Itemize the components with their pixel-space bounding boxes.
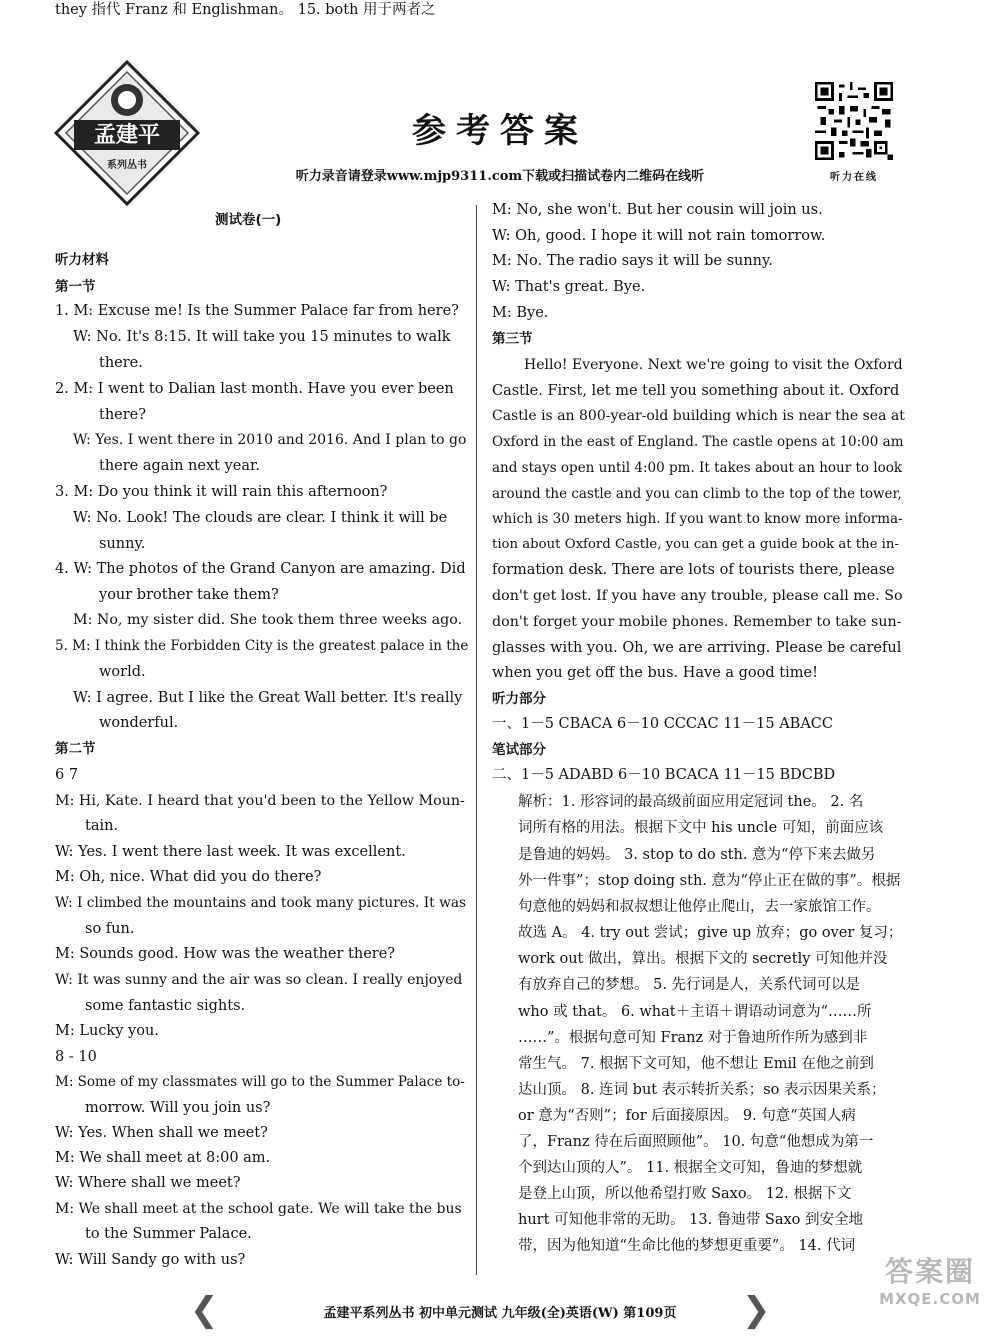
right-column-line: work out 做出，算出。根据下文的 secretly 可知他并没 xyxy=(518,951,888,967)
left-column-line: 1. M: Excuse me! Is the Summer Palace far from here? xyxy=(55,303,459,319)
left-column-line: W: I climbed the mountains and took many pictures. It was xyxy=(55,895,467,911)
left-column-line: 测试卷(一) xyxy=(215,212,282,228)
right-column-line: W: Oh, good. I hope it will not rain tomorrow. xyxy=(492,228,826,244)
right-column-line: 有放弃自己的梦想。 5. 先行词是人，关系代词可以是 xyxy=(518,977,861,993)
right-column-line: glasses with you. Oh, we are arriving. Please be careful xyxy=(492,640,902,656)
right-column-line: 是登上山顶，所以他希望打败 Saxo。 12. 根据下文 xyxy=(518,1186,852,1202)
left-column-line: 第二节 xyxy=(55,741,96,757)
left-column-line: M: We shall meet at the school gate. We will take the bus xyxy=(55,1201,462,1217)
right-column-line: 句意他的妈妈和叔叔想让他停止爬山，去一家旅馆工作。 xyxy=(518,899,881,915)
left-column-line: 第一节 xyxy=(55,279,96,295)
logo-subtext: 系列丛书 xyxy=(107,160,147,171)
right-column-line: 词所有格的用法。根据下文中 his uncle 可知，前面应该 xyxy=(518,820,884,836)
left-column-line: 2. M: I went to Dalian last month. Have you ever been xyxy=(55,381,454,397)
right-column-line: 了，Franz 待在后面照顾他”。 10. 句意“他想成为第一 xyxy=(518,1134,874,1150)
left-column-line: tain. xyxy=(85,818,119,834)
right-column-line: 听力部分 xyxy=(492,691,546,707)
left-column-line: M: Lucky you. xyxy=(55,1023,159,1039)
left-column-line: to the Summer Palace. xyxy=(85,1226,252,1242)
left-column-line: W: Will Sandy go with us? xyxy=(55,1252,246,1268)
left-column-line: your brother take them? xyxy=(99,587,279,603)
left-column-line: sunny. xyxy=(99,536,146,552)
left-column-line: there again next year. xyxy=(99,458,260,474)
left-column-line: W: Yes. I went there in 2010 and 2016. And I plan to go xyxy=(73,432,467,448)
left-column-line: 8 - 10 xyxy=(55,1049,97,1065)
right-column-line: which is 30 meters high. If you want to know more informa- xyxy=(492,511,903,527)
right-column-line: 笔试部分 xyxy=(492,742,546,758)
left-column-line: M: Some of my classmates will go to the Summer Palace to- xyxy=(55,1074,465,1090)
right-column-line: 外一件事”；stop doing sth. 意为“停止正在做的事”。根据 xyxy=(518,873,901,889)
download-note: 听力录音请登录www.mjp9311.com下载或扫描试卷内二维码在线听 xyxy=(295,169,705,184)
right-column-line: 个到达山顶的人”。 11. 根据全文可知，鲁迪的梦想就 xyxy=(518,1160,863,1176)
right-column-line: 带，因为他知道“生命比他的梦想更重要”。 14. 代词 xyxy=(518,1238,856,1254)
qr-caption: 听力在线 xyxy=(830,172,878,183)
right-column-line: 一、1－5 CBACA 6－10 CCCAC 11－15 ABACC xyxy=(492,716,833,732)
right-column-line: tion about Oxford Castle, you can get a guide book at the in- xyxy=(492,537,899,552)
left-column-line: M: Hi, Kate. I heard that you'd been to the Yellow Moun- xyxy=(55,793,465,809)
column-divider xyxy=(476,205,477,1275)
next-page-icon[interactable]: ❯ xyxy=(742,1290,771,1330)
right-column-line: 是鲁迪的妈妈。 3. stop to do sth. 意为“停下来去做另 xyxy=(518,847,876,863)
watermark-line2: MXQE.COM xyxy=(879,1290,981,1308)
right-column-line: W: That's great. Bye. xyxy=(492,279,646,295)
left-column-line: 4. W: The photos of the Grand Canyon are amazing. Did xyxy=(55,561,466,577)
left-column-line: wonderful. xyxy=(99,715,179,731)
right-column-line: formation desk. There are lots of tourists there, please xyxy=(492,562,895,578)
right-column-line: when you get off the bus. Have a good time! xyxy=(492,665,818,681)
right-column-line: 达山顶。 8. 连词 but 表示转折关系；so 表示因果关系； xyxy=(518,1082,886,1098)
right-column-line: Castle. First, let me tell you something about it. Oxford xyxy=(492,383,900,399)
right-column-line: 故选 A。 4. try out 尝试；give up 放弃；go over 复习； xyxy=(518,925,903,941)
right-column-line: hurt 可知他非常的无助。 13. 鲁迪带 Saxo 到安全地 xyxy=(518,1212,864,1228)
left-column-line: some fantastic sights. xyxy=(85,998,246,1014)
page-footer: 孟建平系列丛书 初中单元测试 九年级(全)英语(W) 第109页 xyxy=(323,1306,677,1321)
right-column-line: don't get lost. If you have any trouble, please call me. So xyxy=(492,588,903,604)
right-column-line: 常生气。 7. 根据下文可知，他不想让 Emil 在他之前到 xyxy=(518,1056,874,1072)
right-column-line: 解析：1. 形容词的最高级前面应用定冠词 the。 2. 名 xyxy=(518,794,864,810)
right-column-line: M: No, she won't. But her cousin will join us. xyxy=(492,202,823,218)
right-column-line: M: Bye. xyxy=(492,305,549,321)
right-column-line: M: No. The radio says it will be sunny. xyxy=(492,253,773,269)
right-column-line: 二、1－5 ADABD 6－10 BCACA 11－15 BDCBD xyxy=(492,767,836,783)
right-column-line: Oxford in the east of England. The castle opens at 10:00 am xyxy=(492,434,904,450)
watermark-line1: 答案圈 xyxy=(884,1255,975,1288)
logo-text: 孟建平 xyxy=(93,122,161,148)
page-title: 参考答案 xyxy=(412,111,588,151)
left-column-line: 6 7 xyxy=(55,767,79,783)
right-column-line: who 或 that。 6. what＋主语＋谓语动词意为“……所 xyxy=(518,1004,872,1020)
left-column-line: W: Yes. When shall we meet? xyxy=(55,1125,268,1141)
site-watermark xyxy=(865,1250,995,1335)
left-column-line: there. xyxy=(99,355,143,371)
left-column-line: W: No. It's 8:15. It will take you 15 minutes to walk xyxy=(73,329,451,345)
left-column-line: 5. M: I think the Forbidden City is the greatest palace in the xyxy=(55,638,469,654)
left-column-line: M: We shall meet at 8:00 am. xyxy=(55,1150,271,1166)
left-column-line: so fun. xyxy=(85,921,135,937)
right-column-line: Hello! Everyone. Next we're going to visit the Oxford xyxy=(524,357,903,373)
right-column-line: or 意为“否则”；for 后面接原因。 9. 句意“英国人病 xyxy=(518,1108,856,1124)
prev-page-icon[interactable]: ❮ xyxy=(190,1290,219,1330)
left-column-line: W: Where shall we meet? xyxy=(55,1175,241,1191)
left-column-line: W: I agree. But I like the Great Wall better. It's really xyxy=(73,690,463,706)
left-column-line: M: No, my sister did. She took them three weeks ago. xyxy=(73,612,463,628)
right-column-line: around the castle and you can climb to the top of the tower, xyxy=(492,486,902,502)
left-column-line: 3. M: Do you think it will rain this afternoon? xyxy=(55,484,388,500)
right-column-line: don't forget your mobile phones. Remember to take sun- xyxy=(492,614,902,630)
left-column-line: M: Sounds good. How was the weather there? xyxy=(55,946,396,962)
left-column-line: M: Oh, nice. What did you do there? xyxy=(55,869,322,885)
qr-code-icon xyxy=(815,82,893,160)
left-column-line: 听力材料 xyxy=(55,252,109,268)
right-column-line: Castle is an 800-year-old building which is near the sea at xyxy=(492,408,905,424)
left-column-line: W: Yes. I went there last week. It was excellent. xyxy=(55,844,406,860)
left-column-line: morrow. Will you join us? xyxy=(85,1100,271,1116)
left-column-line: there? xyxy=(99,407,147,423)
right-column-line: ……”。根据句意可知 Franz 对于鲁迪所作所为感到非 xyxy=(518,1030,868,1046)
left-column-line: W: It was sunny and the air was so clean. I really enjoyed xyxy=(55,972,463,988)
left-column-line: world. xyxy=(99,664,146,680)
right-column-line: 第三节 xyxy=(492,331,533,347)
right-column-line: they 指代 Franz 和 Englishman。 15. both 用于两者之 xyxy=(55,2,436,18)
left-column-line: W: No. Look! The clouds are clear. I think it will be xyxy=(73,510,448,526)
right-column-line: and stays open until 4:00 pm. It takes about an hour to look xyxy=(492,460,903,476)
